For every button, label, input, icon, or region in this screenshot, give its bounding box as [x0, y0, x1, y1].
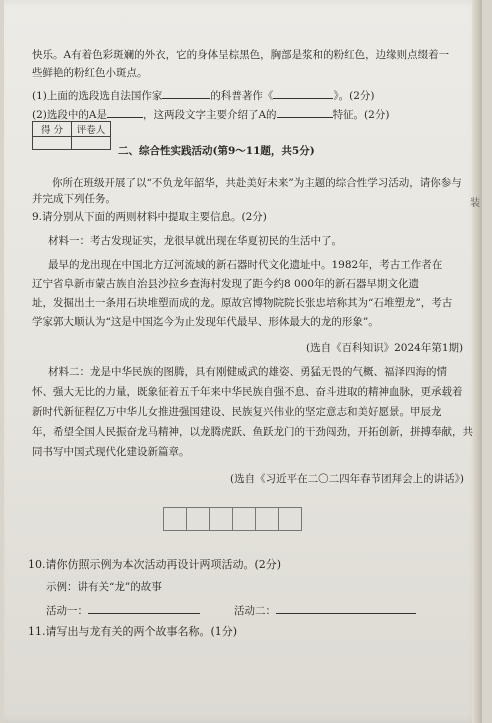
q1-text-middle: 的科普著作《: [210, 90, 274, 102]
question-1: [32, 88, 375, 103]
intro-line-2: 些鲜艳的粉红色小斑点。: [32, 67, 148, 79]
grader-header: 评卷人: [72, 122, 111, 137]
q1-text-after: 》。(2分): [333, 90, 375, 102]
binding-mark: 装: [470, 198, 480, 209]
score-header: 得 分: [33, 122, 72, 137]
question-10: 10.请你仿照示例为本次活动再设计两项活动。(2分): [28, 558, 282, 571]
grader-cell[interactable]: [72, 137, 111, 150]
q10-activities: [46, 603, 416, 618]
answer-grid[interactable]: [164, 507, 302, 531]
score-cell[interactable]: [33, 137, 72, 150]
binding-edge: [472, 0, 482, 723]
q2-text-middle: ，这两段文字主要介绍了A的: [142, 109, 277, 121]
score-table: [32, 121, 111, 150]
activity-1-label: 活动一：: [46, 605, 88, 617]
material-1-line-2: 最早的龙出现在中国北方辽河流域的新石器时代文化遗址中。1982年，考古工作者在: [48, 259, 443, 271]
material-1-line-1: 材料一：考古发现证实，龙很早就出现在华夏初民的生活中了。: [48, 235, 342, 247]
activity-2-label: 活动二：: [234, 605, 276, 617]
material-1-line-3: 辽宁省阜新市蒙古族自治县沙拉乡查海村发现了距今约8 000年的新石器早期文化遗: [32, 278, 420, 290]
question-2: [32, 107, 389, 122]
section-2-heading: [118, 144, 315, 158]
material-1-line-4: 址，发掘出土一条用石块堆塑而成的龙。原故宫博物院院长张忠培称其为“石堆塑龙”，考古: [32, 297, 453, 309]
activity-1-blank[interactable]: [88, 603, 200, 614]
answer-cell[interactable]: [163, 507, 187, 531]
q1-book-blank[interactable]: [273, 88, 333, 99]
question-11: 11.请写出与龙有关的两个故事名称。(1分): [28, 625, 238, 638]
section-2-title: 二、综合性实践活动: [118, 145, 213, 157]
q1-text-before: (1)上面的选段选自法国作家: [32, 90, 163, 102]
activity-intro-line-1: 你所在班级开展了以“不负龙年韶华，共赴美好未来”为主题的综合性学习活动，请你参与: [52, 177, 462, 189]
q2-feature-blank[interactable]: [277, 107, 333, 118]
answer-cell[interactable]: [255, 507, 279, 531]
exam-page: [4, 0, 482, 723]
answer-cell[interactable]: [186, 507, 210, 531]
answer-cell[interactable]: [232, 507, 256, 531]
material-2-source: (选自《习近平在二〇二四年春节团拜会上的讲话》): [230, 473, 464, 485]
q1-author-blank[interactable]: [162, 88, 210, 99]
material-2-line-5: 同书写中国式现代化建设新篇章。: [32, 446, 190, 458]
answer-cell[interactable]: [209, 507, 233, 531]
material-2-line-1: 材料二：龙是中华民族的图腾，具有刚健威武的雄姿、勇猛无畏的气概、福泽四海的情: [48, 366, 447, 378]
activity-2-blank[interactable]: [276, 603, 416, 614]
activity-intro-line-2: 并完成下列任务。: [32, 193, 116, 205]
material-2-line-2: 怀、强大无比的力量，既象征着五千年来中华民族自强不息、奋斗进取的精神血脉，更承载着: [32, 386, 463, 398]
material-1-line-5: 学家郭大顺认为“这是中国迄今为止发现年代最早、形体最大的龙的形象”。: [32, 316, 379, 328]
question-9: 9.请分别从下面的两则材料中提取主要信息。(2分): [32, 211, 267, 223]
intro-line-1: 快乐。A有着色彩斑斓的外衣，它的身体呈棕黑色，胸部是浆和的粉红色，边缘则点缀着一: [32, 49, 450, 61]
q2-text-after: 特征。(2分): [332, 109, 390, 121]
material-2-line-4: 年，希望全国人民振奋龙马精神，以龙腾虎跃、鱼跃龙门的干劲闯劲，开拓创新，拼搏奉献，共: [32, 426, 473, 438]
answer-cell[interactable]: [278, 507, 302, 531]
q2-text-before: (2)选段中的A是: [32, 109, 107, 121]
material-1-source: (选自《百科知识》2024年第1期): [306, 342, 464, 354]
material-2-line-3: 新时代新征程亿万中华儿女推进强国建设、民族复兴伟业的坚定意志和美好愿景。甲辰龙: [32, 406, 442, 418]
q10-example: 示例：讲有关“龙”的故事: [46, 581, 162, 593]
q2-a-blank[interactable]: [107, 107, 143, 118]
section-2-range: (第9～11题，共5分): [212, 145, 315, 157]
